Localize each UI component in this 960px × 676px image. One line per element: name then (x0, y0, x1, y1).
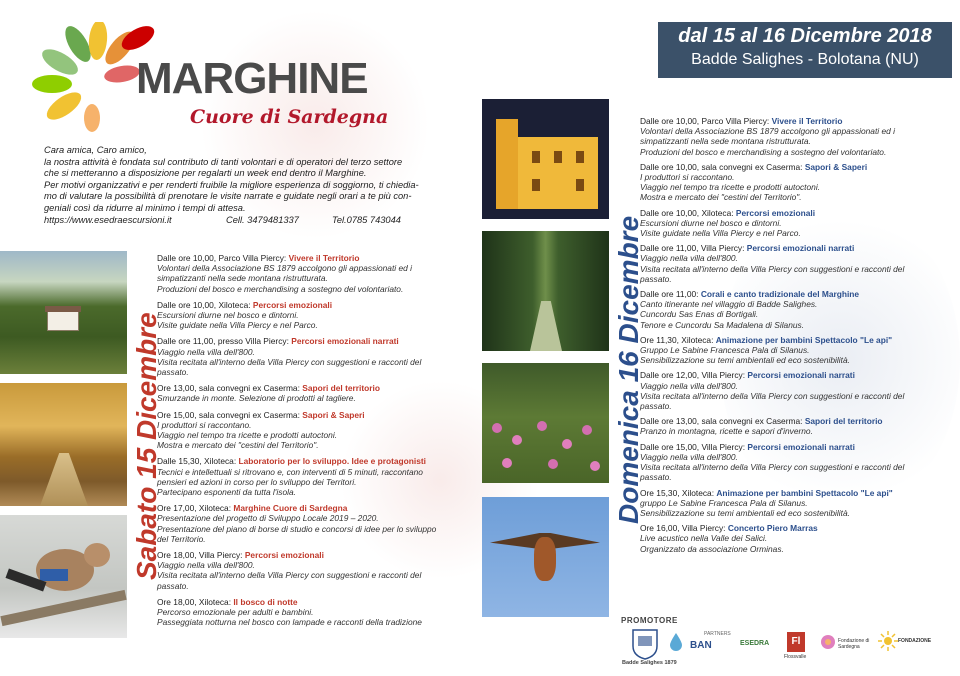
marghine-logo (30, 22, 390, 132)
event-desc: Viaggio nella villa dell'800. (157, 346, 255, 357)
villa-forest-photo (0, 251, 127, 374)
website-link[interactable]: https://www.esedraescursioni.it (44, 215, 172, 225)
event-desc: I produttori si raccontano. (640, 172, 735, 183)
fl-logo: Fl (787, 632, 805, 652)
event-desc: I produttori si raccontano. (157, 419, 252, 430)
saturday-heading: Sabato 15 Dicembre (131, 312, 162, 580)
event-desc: Smurzande in monte. Selezione di prodotti al tagliere. (157, 393, 356, 404)
event-time: Ore 16,00, Villa Piercy: (640, 523, 728, 534)
event-desc: Passeggiata notturna nel bosco con lampade e racconti della tradizione (157, 617, 422, 628)
event-time: Dalle ore 10,00, Xiloteca: (157, 299, 253, 310)
event-item (157, 300, 472, 331)
event-title: Il bosco di notte (233, 596, 298, 607)
event-desc: simpatizzanti nella sede montana ristrutturata. (157, 273, 328, 284)
event-item (157, 383, 472, 403)
tel-number: Tel.0785 743044 (332, 215, 401, 225)
event-time: Dalle ore 11,00, Villa Piercy: (640, 243, 747, 254)
event-desc: Viaggio nel tempo tra ricette e prodotti autoctoni. (640, 182, 821, 193)
event-desc: Viaggio nel tempo tra ricette e prodotti autoctoni. (157, 430, 338, 441)
event-item (157, 456, 472, 497)
event-title: Sapori & Saperi (804, 161, 868, 172)
intro-line: Cara amica, Caro amico, (44, 145, 147, 155)
event-desc: Volontari della Associazione BS 1879 accolgono gli appassionati ed i (640, 126, 895, 137)
promoter-label: PROMOTORE (621, 616, 678, 625)
event-desc: Visita recitata all'interno della Villa Piercy con suggestioni e racconti del (157, 356, 422, 367)
event-desc: Viaggio nella villa dell'800. (640, 253, 738, 264)
event-item (640, 208, 940, 239)
fondazione-sardegna-logo-icon (820, 634, 836, 650)
intro-text (44, 145, 469, 215)
event-desc: pensieri ed azioni in corso per lo sviluppo dei Territori. (157, 476, 357, 487)
event-desc: gruppo Le Sabine Francesca Pala di Silanus. (640, 497, 808, 508)
event-desc: Visita recitata all'interno della Villa Piercy con suggestioni e racconti del (640, 263, 905, 274)
event-desc: Tenore e Cuncordu Sa Madalena di Silanus. (640, 319, 805, 330)
event-desc: passato. (640, 401, 672, 412)
intro-line: Per motivi organizzativi e per renderti fruibile la migliore esperienza di soggiorno, ti chiedia- (44, 179, 419, 190)
event-time: Dalle ore 10,00, Xiloteca: (640, 207, 736, 218)
event-item (157, 503, 472, 544)
event-time: Dalle ore 15,00, Villa Piercy: (640, 441, 748, 452)
fondazione-logo-label: FONDAZIONE (898, 638, 932, 644)
event-title: Percorsi emozionali narrati (746, 243, 855, 254)
event-desc: Viaggio nella villa dell'800. (157, 560, 255, 571)
event-title: Percorsi emozionali (244, 550, 324, 561)
forest-path-photo (482, 231, 609, 351)
event-desc: del Territorio. (157, 533, 206, 544)
event-time: Dalle ore 11,00, presso Villa Piercy: (157, 336, 292, 347)
event-time: Dalle ore 13,00, sala convegni ex Caserma: (640, 416, 805, 427)
event-title: Percorsi emozionali narrati (747, 370, 855, 381)
event-item (157, 597, 472, 628)
sun-logo-icon (878, 631, 898, 651)
ban-logo: BAN (690, 640, 712, 651)
event-desc: Escursioni diurne nel bosco e dintorni. (640, 217, 782, 228)
event-desc: Viaggio nella villa dell'800. (640, 380, 738, 391)
event-time: Dalle ore 12,00, Villa Piercy: (640, 370, 748, 381)
event-title: Animazione per bambini Spettacolo "Le api" (716, 487, 893, 498)
event-item (640, 488, 940, 519)
logo-title: MARGHINE (136, 54, 368, 103)
intro-line: mo di valutare la possibilità di prenotare le visite narrate e guidate negli orari a te più con- (44, 191, 412, 202)
intro-line: che si metteranno a disposizione per regalarti un week end dentro il Marghine. (44, 168, 367, 179)
fl-caption: Flossvalle (784, 654, 807, 660)
event-title: Percorsi emozionali narrati (747, 441, 855, 452)
event-time: Dalle ore 11,00: (640, 289, 701, 300)
autumn-road-photo (0, 383, 127, 506)
intro-line: la nostra attività è fondata sul contributo di tanti volontari e di operatori del terzo settore (44, 156, 403, 167)
event-title: Marghine Cuore di Sardegna (233, 503, 348, 514)
event-title: Animazione per bambini Spettacolo "Le api" (715, 334, 893, 345)
event-title: Corali e canto tradizionale del Marghine (700, 289, 860, 300)
event-desc: Sensibilizzazione su temi ambientali ed eco sostenibilità. (640, 355, 850, 366)
sunday-events (640, 116, 940, 554)
promoter-caption: Badde Salighes 1879 (622, 660, 677, 666)
event-item (640, 116, 940, 157)
sunday-heading: Domenica 16 Dicembre (613, 215, 644, 524)
event-title: Vivere il Territorio (771, 116, 843, 126)
event-time: Dalle 15,30, Xiloteca: (157, 456, 239, 467)
event-desc: Canto itinerante nel villaggio di Badde Salighes. (640, 299, 818, 310)
event-title: Sapori & Saperi (302, 409, 365, 420)
event-title: Percorsi emozionali narrati (291, 336, 399, 347)
event-item (157, 253, 472, 294)
event-desc: Mostra e mercato dei "cestini del Territorio". (157, 440, 319, 451)
event-title: Vivere il Territorio (288, 253, 360, 263)
event-desc: Produzioni del bosco e merchandising a sostegno del volontariato. (157, 283, 404, 294)
event-item (157, 550, 472, 591)
event-desc: passato. (157, 367, 189, 378)
event-item (640, 523, 940, 554)
event-desc: Percorso emozionale per adulti e bambini. (157, 607, 314, 618)
event-item (640, 289, 940, 330)
event-time: Ore 17,00, Xiloteca: (157, 503, 234, 514)
event-desc: Sensibilizzazione su temi ambientali ed eco sostenibilità. (640, 507, 850, 518)
event-title: Percorsi emozionali (735, 207, 816, 218)
event-time: Ore 18,00, Villa Piercy: (157, 550, 245, 561)
event-item (640, 335, 940, 366)
event-desc: Presentazione del progetto di Sviluppo Locale 2019 – 2020. (157, 513, 379, 524)
logo-subtitle: Cuore di Sardegna (190, 106, 389, 128)
cyclamen-flowers-photo (482, 363, 609, 483)
event-desc: Pranzo in montagna, ricette e sapori d'inverno. (640, 426, 813, 437)
event-title: Sapori del territorio (804, 416, 883, 427)
event-item (640, 416, 940, 436)
event-desc: Organizzato da associazione Orminas. (640, 543, 784, 554)
event-desc: Viaggio nella villa dell'800. (640, 451, 738, 462)
event-time: Ore 18,00, Xiloteca: (157, 596, 234, 607)
event-desc: Cuncordu Sas Enas di Bortigali. (640, 309, 759, 320)
event-desc: Volontari della Associazione BS 1879 accolgono gli appassionati ed i (157, 263, 412, 274)
esedra-logo: ESEDRA (740, 640, 770, 647)
banner-place: Badde Salighes - Bolotana (NU) (691, 51, 919, 68)
event-desc: Live acustico nella Valle dei Salici. (640, 533, 768, 544)
drop-logo-icon (668, 632, 684, 652)
jay-bird-photo (0, 515, 127, 638)
event-desc: Gruppo Le Sabine Francesca Pala di Silanus. (640, 345, 810, 356)
event-time: Ore 15,00, sala convegni ex Caserma: (157, 409, 303, 420)
event-desc: Visita recitata all'interno della Villa Piercy con suggestioni e racconti del (157, 570, 422, 581)
event-desc: simpatizzanti nella sede montana ristrutturata. (640, 136, 811, 147)
event-item (157, 336, 472, 377)
event-desc: Produzioni del bosco e merchandising a sostegno del volontariato. (640, 146, 887, 157)
event-time: Dalle ore 10,00, sala convegni ex Caserma: (640, 161, 805, 172)
event-desc: Visita recitata all'interno della Villa Piercy con suggestioni e racconti del (640, 390, 905, 401)
event-item (157, 410, 472, 451)
event-item (640, 243, 940, 284)
fondazione-sardegna-label: Fondazione di Sardegna (838, 638, 870, 650)
banner-date: dal 15 al 16 Dicembre 2018 (678, 25, 932, 47)
date-banner (658, 22, 952, 78)
event-desc: passato. (640, 472, 672, 483)
event-time: Ore 15,30, Xiloteca: (640, 487, 717, 498)
saturday-events (157, 253, 472, 628)
kite-bird-photo (482, 497, 609, 617)
event-title: Sapori del territorio (302, 383, 380, 394)
event-item (640, 442, 940, 483)
partners-label: PARTNERS (704, 631, 731, 637)
event-desc: Visita recitata all'interno della Villa Piercy con suggestioni e racconti del (640, 462, 905, 473)
event-title: Laboratorio per lo sviluppo. Idee e protagonisti (238, 456, 427, 467)
event-title: Percorsi emozionali (252, 299, 333, 310)
event-desc: Tecnici e intellettuali si ritrovano e, con interventi di 5 minuti, raccontano (157, 466, 423, 477)
event-time: Ore 13,00, sala convegni ex Caserma: (157, 383, 303, 394)
event-item (640, 162, 940, 203)
villa-night-photo (482, 99, 609, 219)
event-time: Dalle ore 10,00, Parco Villa Piercy: (640, 116, 772, 126)
event-desc: passato. (640, 273, 672, 284)
event-desc: passato. (157, 580, 189, 591)
event-desc: Mostra e mercato dei "cestini del Territorio". (640, 192, 802, 203)
event-title: Concerto Piero Marras (727, 523, 818, 534)
event-time: Dalle ore 10,00, Parco Villa Piercy: (157, 253, 289, 263)
cell-number: Cell. 3479481337 (226, 215, 299, 225)
intro-line: geniali così da ridurre al minimo i tempi di attesa. (44, 202, 246, 213)
badde-salighes-crest-icon (630, 628, 660, 660)
event-item (640, 370, 940, 411)
event-desc: Partecipano esponenti da tutta l'isola. (157, 487, 296, 498)
event-desc: Presentazione del piano di borse di studio e concorsi di idee per lo sviluppo (157, 523, 437, 534)
event-time: Ore 11,30, Xiloteca: (640, 334, 716, 345)
event-desc: Visite guidate nella Villa Piercy e nel Parco. (640, 228, 801, 239)
event-desc: Escursioni diurne nel bosco e dintorni. (157, 310, 299, 321)
event-desc: Visite guidate nella Villa Piercy e nel Parco. (157, 320, 318, 331)
